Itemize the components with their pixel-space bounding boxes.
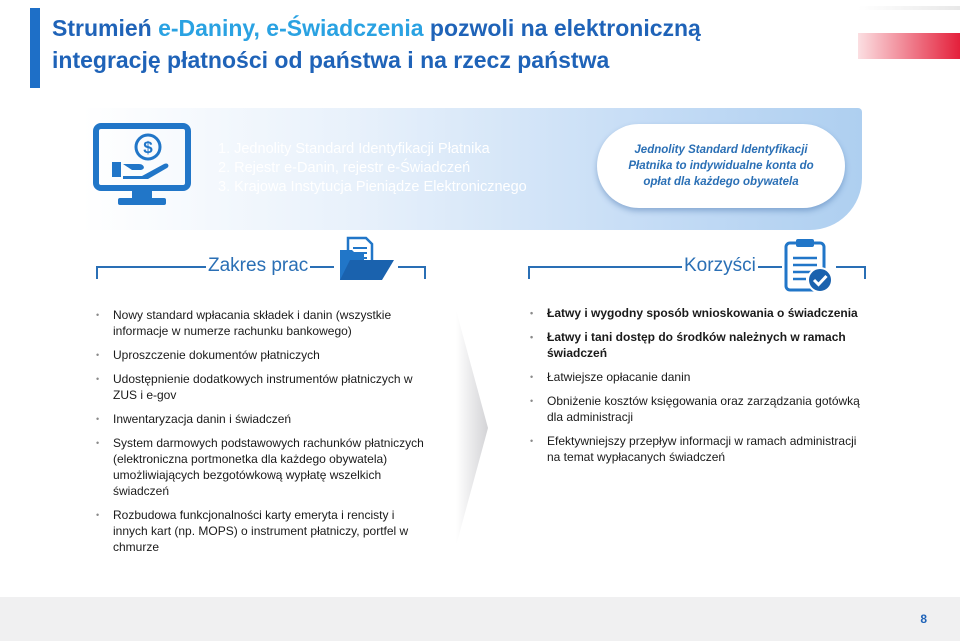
list-item xyxy=(96,371,426,403)
list-item-text: Łatwy i wygodny sposób wnioskowania o świadczenia xyxy=(547,306,858,320)
list-item xyxy=(530,393,860,425)
bullet-icon: • xyxy=(530,332,534,342)
bullet-icon: • xyxy=(530,308,534,318)
page-title xyxy=(52,12,812,76)
list-item xyxy=(96,507,426,555)
bullet-icon: • xyxy=(96,414,100,424)
flag-white-stripe xyxy=(858,6,960,10)
footer-band xyxy=(0,597,960,641)
bullet-icon: • xyxy=(96,374,100,384)
bullet-icon: • xyxy=(530,436,534,446)
left-section-tick xyxy=(424,266,426,279)
banner-list xyxy=(218,140,588,197)
title-accent-bar xyxy=(30,8,40,88)
list-item xyxy=(530,433,860,465)
callout-pill xyxy=(597,124,845,208)
bullet-icon: • xyxy=(96,350,100,360)
list-item-text: Uproszczenie dokumentów płatniczych xyxy=(113,348,320,362)
bullet-icon: • xyxy=(530,372,534,382)
list-item xyxy=(530,369,860,385)
folder-documents-icon xyxy=(334,236,398,284)
list-item xyxy=(96,411,426,427)
chevron-right-arrow-icon xyxy=(456,310,488,546)
page-number: 8 xyxy=(920,612,927,626)
clipboard-check-icon xyxy=(782,236,836,296)
list-item-text: Udostępnienie dodatkowych instrumentów płatniczych w ZUS i e-gov xyxy=(113,372,413,402)
list-item-text: Łatwy i tani dostęp do środków należnych w ramach świadczeń xyxy=(547,330,846,360)
list-item-text: Rozbudowa funkcjonalności karty emeryta i rencisty i innych kart (np. MOPS) o instrument płatniczy, portfel w chmurze xyxy=(113,508,409,554)
list-item xyxy=(530,329,860,361)
title-accent: e-Daniny, e-Świadczenia xyxy=(158,15,424,41)
list-item xyxy=(96,435,426,499)
list-item-text: Efektywniejszy przepływ informacji w ramach administracji na temat wypłacanych świadczeń xyxy=(547,434,857,464)
banner-item: 1. Jednolity Standard Identyfikacji Płatnika xyxy=(218,141,490,157)
bullet-icon: • xyxy=(96,510,100,520)
list-item-text: Łatwiejsze opłacanie danin xyxy=(547,370,691,384)
flag-red-stripe xyxy=(858,33,960,59)
bullet-icon: • xyxy=(530,396,534,406)
list-item xyxy=(530,305,860,321)
callout-text: Jednolity Standard Identyfikacji Płatnika to indywidualne konta do opłat dla każdego obywatela xyxy=(628,144,814,188)
banner-item: 2. Rejestr e-Danin, rejestr e-Świadczeń xyxy=(218,160,471,176)
list-item-text: Nowy standard wpłacania składek i danin (wszystkie informacje w numerze rachunku bankowego) xyxy=(113,308,392,338)
title-part-1: Strumień xyxy=(52,15,159,41)
banner-item: 3. Krajowa Instytucja Pieniądze Elektronicznego xyxy=(218,179,527,195)
right-section-tick xyxy=(864,266,866,279)
bullet-icon: • xyxy=(96,310,100,320)
list-item-text: Obniżenie kosztów księgowania oraz zarządzania gotówką dla administracji xyxy=(547,394,860,424)
left-section-tick xyxy=(96,266,98,279)
list-item xyxy=(96,347,426,363)
list-item-text: Inwentaryzacja danin i świadczeń xyxy=(113,412,292,426)
left-section-title: Zakres prac xyxy=(208,255,309,276)
monitor-dollar-icon xyxy=(92,122,192,208)
scope-list xyxy=(96,307,426,563)
benefits-list xyxy=(530,305,860,473)
right-section-tick xyxy=(528,266,530,279)
right-section-title: Korzyści xyxy=(684,255,756,276)
title-part-2: pozwoli na elektroniczną integrację płatności od państwa i na rzecz państwa xyxy=(52,15,701,73)
list-item-text: System darmowych podstawowych rachunków płatniczych (elektroniczna portmonetka dla każdego obywatela) umożliwiających bezgotówkową wypłatę wszelkich świadczeń xyxy=(113,436,424,498)
svg-text:$: $ xyxy=(143,138,153,157)
list-item xyxy=(96,307,426,339)
bullet-icon: • xyxy=(96,438,100,448)
